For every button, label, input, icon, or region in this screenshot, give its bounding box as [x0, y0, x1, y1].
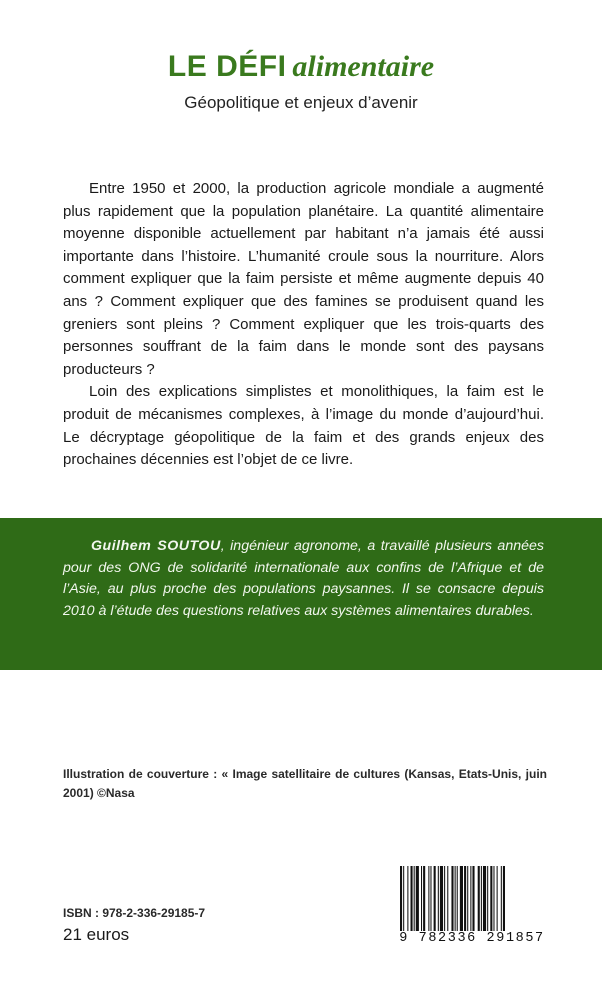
barcode-bar	[483, 866, 486, 936]
barcode-bar	[478, 866, 480, 936]
barcode-bar	[444, 866, 445, 936]
author-band	[0, 518, 602, 670]
book-subtitle: Géopolitique et enjeux d’avenir	[184, 93, 418, 112]
author-name: Guilhem SOUTOU	[91, 538, 221, 554]
barcode-bar	[434, 866, 436, 936]
summary-paragraph: Loin des explications simplistes et monolithiques, la faim est le produit de mécanismes complexes, à l’image du monde d’aujourd’hui. Le décryptage géopolitique de la faim et des grands enjeux des prochaines décennies est l’objet de ce livre.	[63, 383, 544, 469]
price: 21 euros	[63, 925, 130, 944]
author-bio	[63, 536, 544, 622]
barcode	[398, 866, 546, 948]
cover-illustration-credit: Illustration de couverture : « Image satellitaire de cultures (Kansas, Etats-Unis, juin 2001) ©Nasa	[63, 767, 547, 800]
barcode-bar	[400, 866, 402, 936]
barcode-bar	[481, 866, 482, 936]
barcode-bar	[493, 866, 494, 936]
barcode-icon	[398, 866, 546, 936]
barcode-bar	[487, 866, 488, 936]
barcode-bar	[501, 866, 502, 936]
author-bio-text: , ingénieur agronome, a travaillé plusieurs années pour des ONG de solidarité internationale aux confins de l’Afrique et de l’Asie, au plus proche des populations paysannes. Il se consacre depuis 2010 à l’étude des questions relatives aux systèmes alimentaires durables.	[63, 538, 544, 619]
barcode-bar	[457, 866, 458, 936]
barcode-bar	[455, 866, 456, 936]
barcode-bar	[470, 866, 471, 936]
barcode-bar	[464, 866, 466, 936]
author-bio-paragraph	[63, 536, 544, 622]
barcode-bar	[416, 866, 419, 936]
barcode-bar	[447, 866, 448, 936]
barcode-bar	[451, 866, 453, 936]
title-accent: alimentaire	[292, 50, 435, 83]
barcode-bar	[472, 866, 474, 936]
barcode-bar	[497, 866, 498, 936]
isbn: ISBN : 978-2-336-29185-7	[63, 906, 206, 920]
summary-text	[63, 178, 544, 472]
barcode-bar	[428, 866, 429, 936]
book-title	[0, 50, 602, 84]
barcode-bar	[438, 866, 439, 936]
barcode-bar	[423, 866, 425, 936]
barcode-bar	[414, 866, 415, 936]
barcode-bar	[440, 866, 443, 936]
barcode-digits: 9 782336 291857	[399, 931, 545, 946]
summary-paragraph: Entre 1950 et 2000, la production agricole mondiale a augmenté plus rapidement que la population planétaire. La quantité alimentaire moyenne disponible actuellement par habitant n’a jamais été aussi importante dans l’histoire. L’humanité croule sous la nourriture. Alors comment expliquer que la faim persiste et même augmente depuis 40 ans ? Comment expliquer que des famines se produisent quand les greniers sont pleins ? Comment expliquer que les trois-quarts des personnes souffrant de la faim dans le monde sont des paysans producteurs ?	[63, 180, 544, 378]
barcode-bar	[403, 866, 404, 936]
barcode-bar	[407, 866, 408, 936]
barcode-bar	[490, 866, 492, 936]
barcode-bar	[421, 866, 422, 936]
barcode-bar	[467, 866, 468, 936]
barcode-bar	[430, 866, 431, 936]
barcode-bar	[503, 866, 505, 936]
title-main: LE DÉFI	[167, 50, 287, 83]
barcode-bar	[460, 866, 463, 936]
barcode-bar	[411, 866, 413, 936]
